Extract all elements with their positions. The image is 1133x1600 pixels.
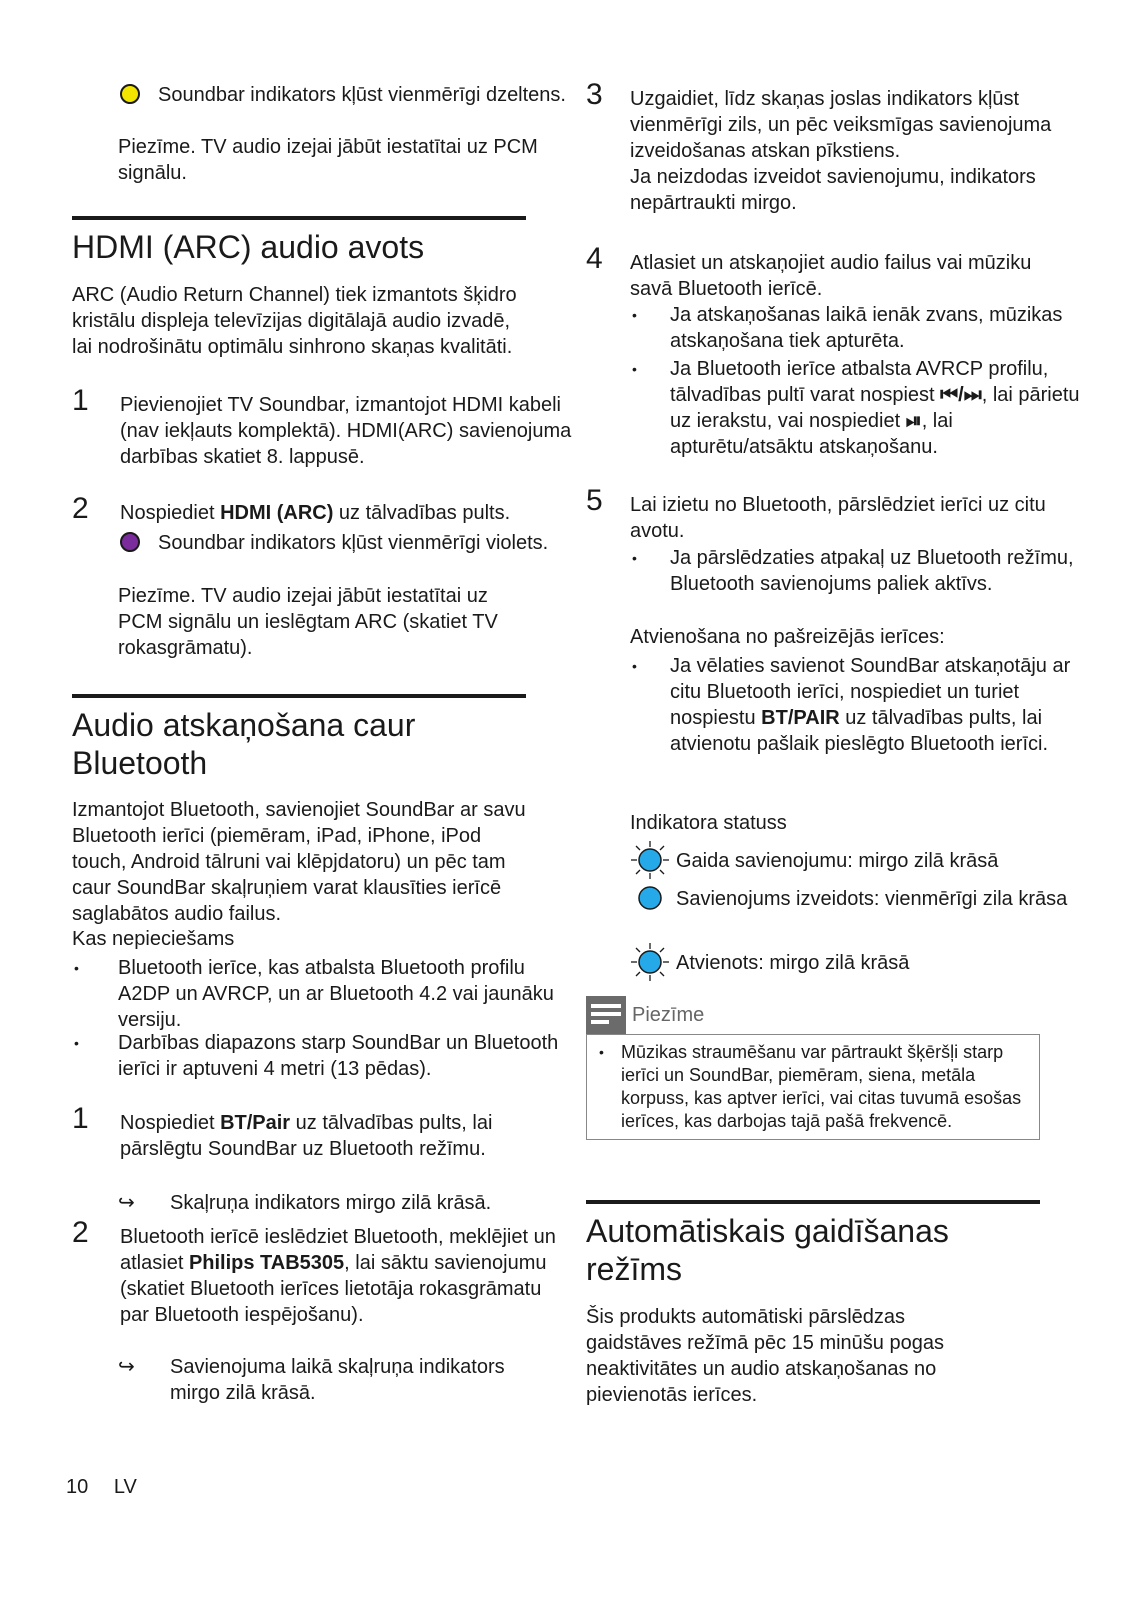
note-callout bbox=[586, 996, 1040, 1140]
needs-heading: Kas nepieciešams bbox=[72, 928, 235, 950]
bt-step-3-text: Uzgaidiet, līdz skaņas joslas indikators kļūst vienmērīgi zils, un pēc veiksmīgas savienojuma izveidošanas atskan pīkstiens. bbox=[630, 88, 1052, 162]
prev-next-icon: ⏮/⏭ bbox=[940, 384, 982, 406]
section-rule bbox=[586, 1200, 1040, 1204]
bt-step-4-text: Atlasiet un atskaņojiet audio failus vai mūziku savā Bluetooth ierīcē. bbox=[630, 252, 1032, 300]
step-5-bullet: • Ja pārslēdzaties atpakaļ uz Bluetooth režīmu, Bluetooth savienojums paliek aktīvs. bbox=[630, 545, 1082, 597]
step-4-bullet: • Ja atskaņošanas laikā ienāk zvans, mūzikas atskaņošana tiek apturēta. bbox=[630, 302, 1080, 354]
section-rule bbox=[72, 216, 526, 220]
yellow-led-row: Soundbar indikators kļūst vienmērīgi dzeltens. bbox=[118, 82, 578, 108]
standby-section-title: Automātiskais gaidīšanas režīms bbox=[586, 1213, 949, 1287]
step-number: 1 bbox=[72, 1102, 89, 1135]
hdmi-note: Piezīme. TV audio izejai jābūt iestatītai uz PCM signālu un ieslēgtam ARC (skatiet TV rokasgrāmatu). bbox=[118, 585, 498, 659]
status-disconnected: Atvienots: mirgo zilā krāsā bbox=[630, 950, 1096, 976]
hdmi-step-1-text: Pievienojiet TV Soundbar, izmantojot HDMI kabeli (nav iekļauts komplektā). HDMI(ARC) savienojuma darbības skatiet 8. lappusē. bbox=[120, 394, 572, 468]
page-footer bbox=[66, 1476, 137, 1499]
bt-step-2 bbox=[72, 1216, 570, 1328]
step-number: 5 bbox=[586, 484, 603, 517]
step-number: 2 bbox=[72, 492, 89, 525]
bt-step-5 bbox=[586, 484, 1070, 544]
note-label: Piezīme bbox=[632, 1003, 705, 1026]
language-code: LV bbox=[113, 1476, 137, 1498]
section-rule bbox=[72, 694, 526, 698]
bt-step-1-result: ↪ Skaļruņa indikators mirgo zilā krāsā. bbox=[118, 1192, 492, 1214]
disconnect-bullet: • Ja vēlaties savienot SoundBar atskaņotāju ar citu Bluetooth ierīci, nospiediet un turiet nospiestu BT/PAIR uz tālvadības pults, lai atvienotu pašlaik pieslēgto Bluetooth ierīci. bbox=[630, 653, 1082, 757]
result-arrow-icon: ↪ bbox=[118, 1192, 135, 1214]
play-pause-icon: ⏯ bbox=[905, 410, 922, 432]
yellow-led-icon bbox=[120, 84, 140, 104]
note-header bbox=[586, 996, 1040, 1034]
bt-step-1-text: Nospiediet BT/Pair uz tālvadības pults, lai pārslēgtu SoundBar uz Bluetooth režīmu. bbox=[120, 1112, 493, 1160]
needs-item: • Bluetooth ierīce, kas atbalsta Bluetooth profilu A2DP un AVRCP, un ar Bluetooth 4.2 vai jaunāku versiju. bbox=[72, 955, 578, 1033]
page-number: 10 bbox=[66, 1476, 89, 1498]
needs-item: • Darbības diapazons starp SoundBar un Bluetooth ierīci ir aptuveni 4 metri (13 pēdas). bbox=[72, 1030, 578, 1082]
hdmi-arc-key: HDMI (ARC) bbox=[220, 502, 334, 524]
status-connected: Savienojums izveidots: vienmērīgi zila krāsa bbox=[630, 886, 1076, 912]
device-name: Philips TAB5305 bbox=[188, 1252, 345, 1274]
hdmi-step-2 bbox=[72, 492, 580, 526]
bt-pair-key: BT/Pair bbox=[220, 1112, 291, 1134]
note-icon bbox=[586, 996, 626, 1034]
step-number: 4 bbox=[586, 242, 603, 275]
steady-led-icon bbox=[630, 878, 670, 918]
bt-section-title: Audio atskaņošana caur Bluetooth bbox=[72, 707, 416, 781]
blinking-led-icon bbox=[630, 942, 670, 982]
bt-step-3-fail: Ja neizdodas izveidot savienojumu, indikators nepārtraukti mirgo. bbox=[630, 166, 1036, 214]
bt-step-3 bbox=[586, 78, 1070, 216]
hdmi-intro: ARC (Audio Return Channel) tiek izmantots šķidro kristālu displeja televīzijas digitālajā audio izvadē, lai nodrošinātu optimālu sinhrono skaņas kvalitāti. bbox=[72, 284, 517, 358]
standby-text: Šis produkts automātiski pārslēdzas gaidstāves režīmā pēc 15 minūšu pogas neaktivitātes un audio atskaņošanas no pievienotās ierīces. bbox=[586, 1306, 944, 1406]
hdmi-section-title: HDMI (ARC) audio avots bbox=[72, 229, 425, 265]
blinking-led-icon bbox=[630, 840, 670, 880]
bt-pair-key: BT/PAIR bbox=[761, 707, 840, 729]
note-box bbox=[586, 1034, 1040, 1140]
violet-led-row: Soundbar indikators kļūst vienmērīgi violets. bbox=[118, 530, 578, 556]
status-heading: Indikatora statuss bbox=[630, 812, 787, 834]
disconnect-heading: Atvienošana no pašreizējās ierīces: bbox=[630, 626, 945, 648]
step-4-bullet: • Ja Bluetooth ierīce atbalsta AVRCP profilu, tālvadības pultī varat nospiest ⏮/⏭, lai pārietu uz ierakstu, vai nospiediet ⏯, lai apturētu/atsāktu atskaņošanu. bbox=[630, 356, 1082, 460]
bt-step-2-text: Bluetooth ierīcē ieslēdziet Bluetooth, meklējiet un atlasiet Philips TAB5305, lai sāktu savienojumu (skatiet Bluetooth ierīces lietotāja rokasgrāmatu par Bluetooth iespējošanu). bbox=[120, 1226, 556, 1326]
violet-led-icon bbox=[120, 532, 140, 552]
status-waiting: Gaida savienojumu: mirgo zilā krāsā bbox=[630, 848, 1096, 874]
hdmi-step-1 bbox=[72, 384, 574, 470]
step-number: 3 bbox=[586, 78, 603, 111]
result-arrow-icon: ↪ bbox=[118, 1356, 135, 1378]
step-number: 1 bbox=[72, 384, 89, 417]
pcm-note: Piezīme. TV audio izejai jābūt iestatītai uz PCM signālu. bbox=[118, 136, 538, 184]
bt-step-4 bbox=[586, 242, 1060, 302]
note-text: • Mūzikas straumēšanu var pārtraukt šķēršļi starp ierīci un SoundBar, piemēram, siena, metāla korpuss, kas aptver ierīci, vai citas tuvumā esošas ierīces, kas darbojas tajā pašā frekvencē. bbox=[599, 1041, 1029, 1133]
bt-step-2-result: ↪ Savienojuma laikā skaļruņa indikators mirgo zilā krāsā. bbox=[118, 1356, 505, 1404]
bt-intro: Izmantojot Bluetooth, savienojiet SoundBar ar savu Bluetooth ierīci (piemēram, iPad, iPhone, iPod touch, Android tālruni vai klēpjdatoru) un pēc tam caur SoundBar skaļruņiem varat klausīties ierīcē saglabātos audio failus. bbox=[72, 799, 526, 925]
step-number: 2 bbox=[72, 1216, 89, 1249]
bt-step-1 bbox=[72, 1102, 560, 1162]
bt-step-5-text: Lai izietu no Bluetooth, pārslēdziet ierīci uz citu avotu. bbox=[630, 494, 1046, 542]
hdmi-step-2-text: Nospiediet HDMI (ARC) uz tālvadības pults. bbox=[120, 502, 511, 524]
